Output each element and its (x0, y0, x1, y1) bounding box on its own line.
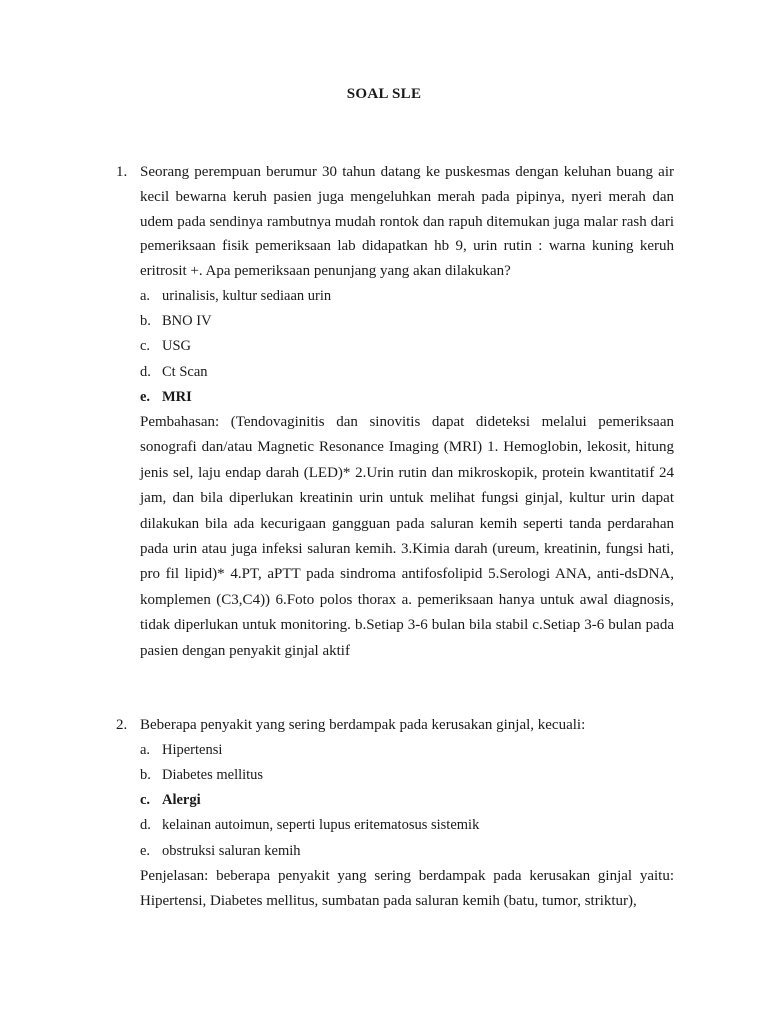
question-text: Seorang perempuan berumur 30 tahun datang ke puskesmas dengan keluhan buang air kecil bewarna keruh pasien juga mengeluhkan merah pada pipinya, nyeri merah dan udem pada sendinya rambutnya mudah rontok dan rapuh ditemukan juga malar rash dari pemeriksaan fisik pemeriksaan lab didapatkan hb 9, urin rutin : warna kuning keruh eritrosit +. Apa pemeriksaan penunjang yang akan dilakukan? (140, 164, 674, 280)
question-row (116, 713, 674, 915)
option-text: obstruksi saluran kemih (162, 842, 301, 859)
option-text: MRI (162, 388, 192, 405)
option-d (140, 360, 674, 385)
answer-options (140, 284, 674, 410)
option-text: Hipertensi (162, 741, 223, 758)
option-letter: b. (140, 313, 151, 330)
option-a (140, 738, 674, 763)
option-letter: c. (140, 338, 151, 355)
option-letter: e. (140, 388, 151, 405)
option-text: BNO IV (162, 313, 212, 330)
explanation-text: Penjelasan: beberapa penyakit yang sering berdampak pada kerusakan ginjal yaitu: Hipertensi, Diabetes mellitus, sumbatan pada saluran kemih (batu, tumor, striktur), (140, 867, 674, 910)
option-text: kelainan autoimun, seperti lupus eritematosus sistemik (162, 817, 480, 834)
option-text: Ct Scan (162, 363, 208, 380)
option-text: urinalisis, kultur sediaan urin (162, 287, 332, 304)
option-b (140, 309, 674, 334)
question-2 (116, 713, 674, 915)
option-c (140, 334, 674, 359)
option-c-correct-answer (140, 788, 674, 813)
option-letter: a. (140, 287, 151, 304)
question-number: 2. (116, 717, 128, 733)
answer-options (140, 738, 674, 864)
question-body (140, 160, 674, 664)
option-text: USG (162, 338, 192, 355)
option-text: Diabetes mellitus (162, 767, 264, 783)
document-title: SOAL SLE (346, 86, 422, 102)
option-letter: d. (140, 363, 151, 380)
option-letter: e. (140, 842, 151, 859)
option-letter: a. (140, 741, 151, 758)
option-e (140, 839, 674, 864)
option-a (140, 284, 674, 309)
question-number: 1. (116, 164, 128, 180)
question-body (140, 713, 674, 915)
explanation-text: Pembahasan: (Tendovaginitis dan sinovitis dapat dideteksi melalui pemeriksaan sonografi dan/atau Magnetic Resonance Imaging (MRI) 1. Hemoglobin, lekosit, hitung jenis sel, laju endap darah (LED)* 2.Urin rutin dan mikroskopik, protein kwantitatif 24 jam, dan bila diperlukan kreatinin urin untuk melihat fungsi ginjal, kultur urin dapat dilakukan bila ada kecurigaan gangguan pada saluran kemih seperti tanda perdarahan pada urin atau juga infeksi saluran kemih. 3.Kimia darah (ureum, kreatinin, fungsi hati, pro fil lipid)* 4.PT, aPTT pada sindroma antifosfolipid 5.Serologi ANA, anti-dsDNA, komplemen (C3,C4)) 6.Foto polos thorax a. pemeriksaan hanya untuk awal diagnosis, tidak diperlukan untuk monitoring. b.Setiap 3-6 bulan bila stabil c.Setiap 3-6 bulan pada pasien dengan penyakit ginjal aktif (140, 414, 674, 659)
option-b (140, 763, 674, 788)
question-text: Beberapa penyakit yang sering berdampak pada kerusakan ginjal, kecuali: (140, 717, 586, 733)
option-letter: c. (140, 792, 151, 809)
option-d (140, 813, 674, 838)
option-e-correct-answer (140, 385, 674, 410)
option-letter: b. (140, 767, 151, 783)
option-text: Alergi (162, 792, 201, 809)
question-1 (116, 160, 674, 664)
option-letter: d. (140, 817, 151, 834)
question-row (116, 160, 674, 664)
